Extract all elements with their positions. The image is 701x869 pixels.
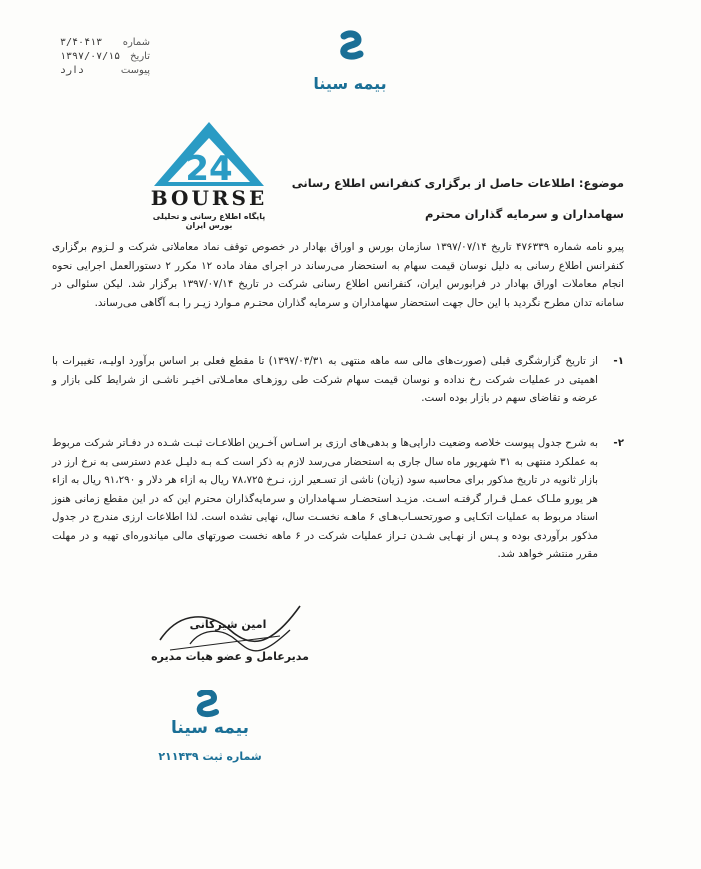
list-item-text: به شرح جدول پیوست خلاصه وضعیت دارایی‌ها و بدهی‌های ارزی بر اسـاس آخـرین اطلاعـات ثبـت شـده در دفـاتر شرکت مربوط به عملکرد منتهی به ۳۱ شهریور ماه سال جاری به استحضار می‌رسد لازم به ذکر است کـه بـه دلیـل عدم دسترسی به نرخ ارز در بازار ثانویه در تاریخ مذکور برای محاسبه سود (زیان) ناشی از تسـعیر ارز، نـرخ ۷۸،۷۲۵ ریال به ازاء هر دلار و ۹۱،۲۹۰ ریال به ازاء هر یورو ملـاک عمـل قـرار گرفتـه اسـت. مزیـد استحضـار سـهامداران و سرمایه‌گذاران محترم این که در این مقطع زمانی هنوز اسناد مربوط به عملیات اتکـایی و صورتحسـاب‌هـای ۶ ماهـه نخسـت سال، نهایی نشده است. لذا اطلاعات ارزی مندرج در جدول مذکور برآوردی بوده و پـس از نهـایی شـدن تـراز عملیات شرکت در ۶ ماهه نخست صورتهای مالی میاندوره‌ای تهیه و در مهلت مقرر منتشر خواهد شد. <box>52 437 599 560</box>
company-stamp <box>150 690 270 770</box>
sina-insurance-logo <box>300 30 400 93</box>
letter-date-value: ۱۳۹۷/۰۷/۱۵ <box>60 51 121 62</box>
signatory-name: امین شیرکانی <box>189 618 267 631</box>
letter-intro-paragraph: پیرو نامه شماره ۴۷۶۳۳۹ تاریخ ۱۳۹۷/۰۷/۱۴ سازمان بورس و اوراق بهادار در خصوص توقف نماد معاملاتی شرکت و لـزوم برگزاری کنفرانس اطلاع رسانی به دلیل نوسان قیمت سهام به استحضار می‌رساند در اجرای مفاد ماده ۱۲ مکرر ۲ دستورالعمل اجرایی نحوه انجام معاملات اوراق بهادار در فرابورس ایران، کنفرانس اطلاع رسانی شرکت در تاریخ ۱۳۹۷/۰۷/۱۴ برگزار شد. لیکن سئوالی در سامانه تدان مطرح نگردید با این حال جهت استحضار سهامداران و سرمایه گذاران محتـرم مـوارد زیـر را بـه آگاهی می‌رساند. <box>52 241 625 309</box>
letter-number-label: شماره <box>122 37 150 48</box>
stamp-wave-icon <box>150 690 270 720</box>
letter-attachment-label: پیوست <box>120 65 150 76</box>
list-item <box>52 434 624 564</box>
letter-subject: موضوع: اطلاعات حاصل از برگزاری کنفرانس اطلاع رسانی <box>291 176 624 190</box>
list-item-number: ۲- <box>613 437 624 449</box>
letter-greeting: سهامداران و سرمایه گذاران محترم <box>425 207 624 221</box>
stamp-company-name: بیمه سینا <box>171 718 249 738</box>
stamp-registration-number: شماره ثبت ۲۱۱۴۳۹ <box>158 750 262 763</box>
list-item-number: ۱- <box>613 355 624 367</box>
letter-attachment-row <box>60 64 150 78</box>
list-item <box>52 352 624 408</box>
sina-wave-icon <box>300 30 400 76</box>
bourse-tagline: پایگاه اطلاع رسانی و تحلیلی بورس ایران <box>152 212 266 230</box>
sina-logo-text: بیمه سینا <box>313 74 387 93</box>
list-item-text: از تاریخ گزارشگری قبلی (صورت‌های مالی سه ماهه منتهی به ۱۳۹۷/۰۳/۳۱) تا مقطع فعلی بر اساس برآورد اولیـه، تغییرات با اهمیتی در عملیات شرکت رخ نداده و نوسان قیمت سهام شرکت طی روزهـای معامـلاتی اخیـر ناشـی از شرایط کلی بازار و عرضه و تقاضای سهم در بازار بوده است. <box>52 355 598 404</box>
letter-number-value: ۳/۴۰۴۱۳ <box>60 37 103 48</box>
svg-text:24: 24 <box>185 149 233 188</box>
signature-block <box>140 600 320 670</box>
letter-date-row <box>60 50 150 64</box>
letter-attachment-value: دارد <box>60 65 85 76</box>
letter-number-row <box>60 36 150 50</box>
signatory-title: مدیرعامل و عضو هیات مدیره <box>151 650 309 663</box>
letter-date-label: تاریخ <box>130 51 150 62</box>
bourse-wordmark: BOURSE <box>150 186 268 210</box>
letter-header-meta <box>60 36 150 78</box>
